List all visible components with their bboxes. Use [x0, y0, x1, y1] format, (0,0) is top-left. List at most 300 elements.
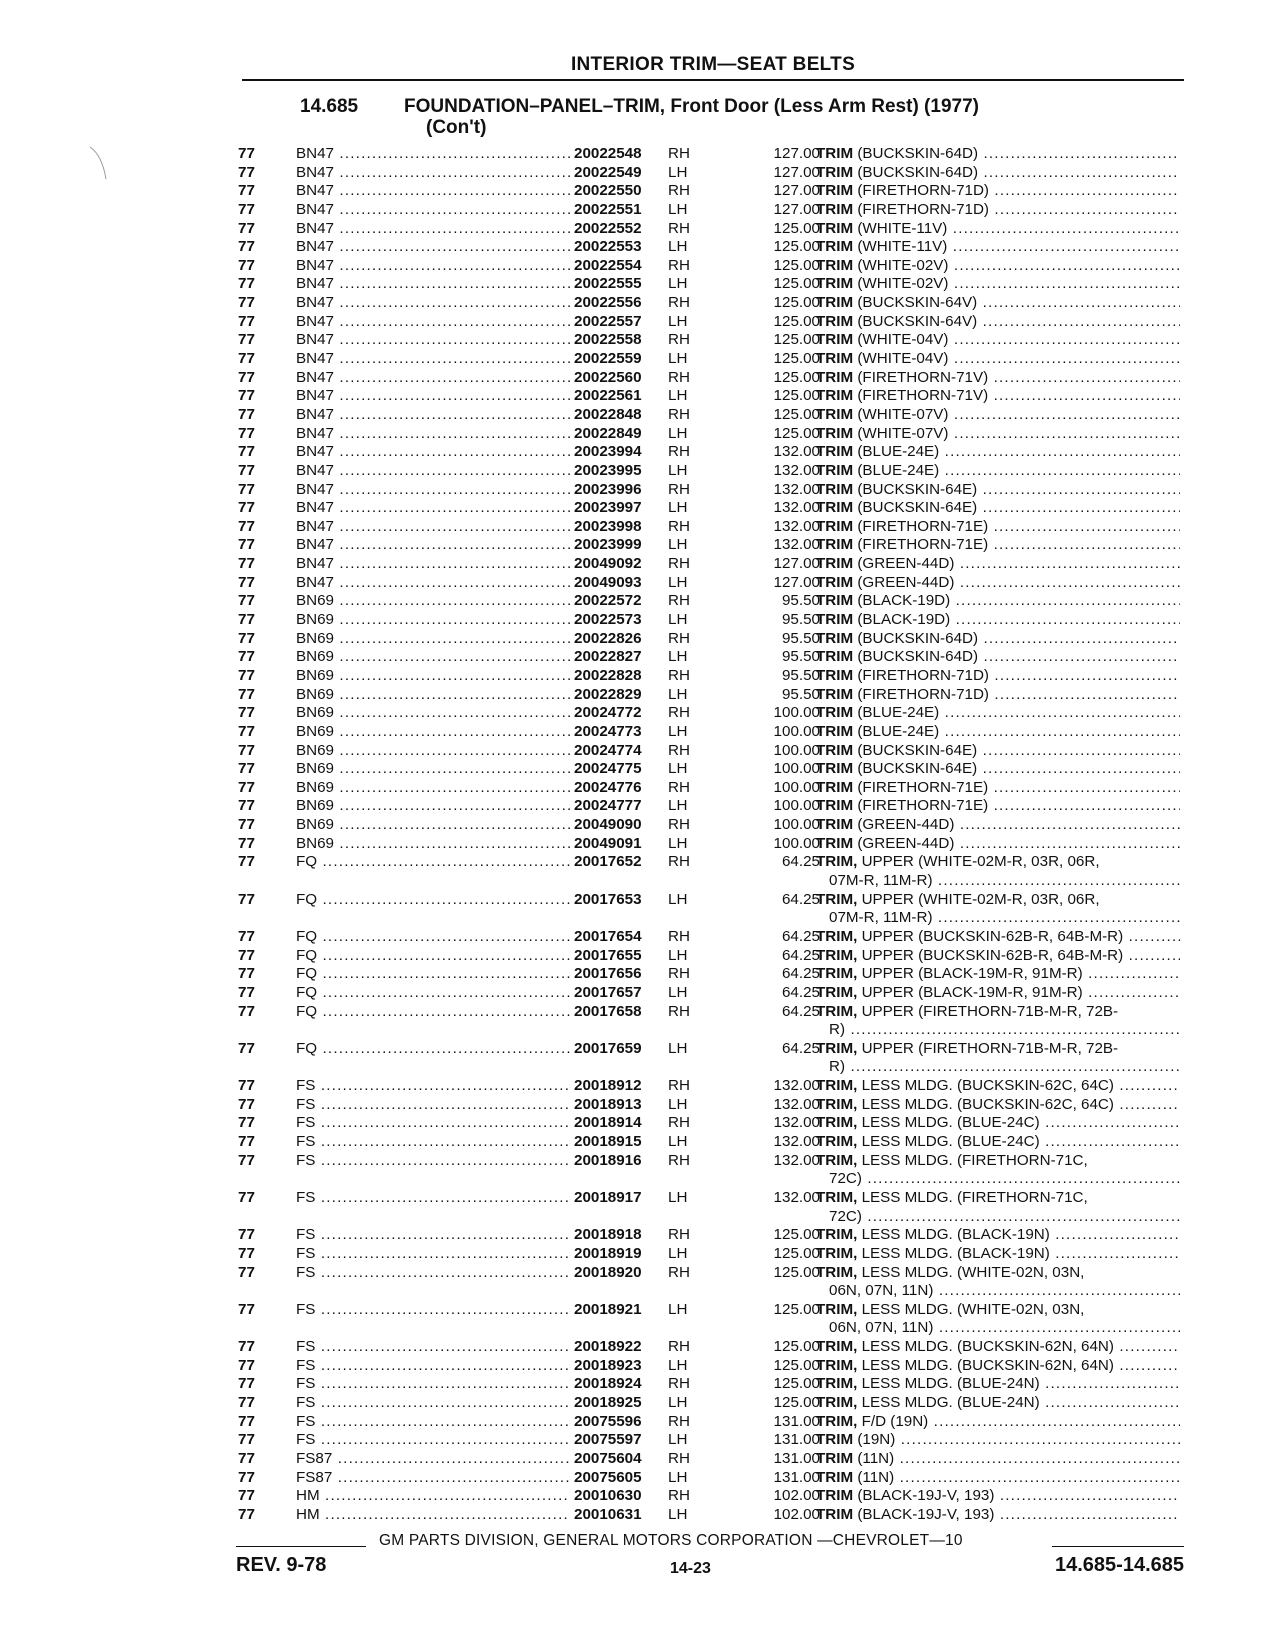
- description: [816, 1469, 1180, 1488]
- side: RH: [668, 1263, 690, 1281]
- body-model: FQ .....: [296, 853, 614, 872]
- description-keyword: TRIM,: [816, 890, 858, 908]
- model-year: 77: [238, 816, 255, 834]
- description-line: [816, 443, 1180, 462]
- description: [816, 257, 1180, 276]
- description-line: [816, 742, 1180, 761]
- body-model: BN69 .....: [296, 686, 614, 705]
- model-year: 77: [238, 1263, 255, 1281]
- description-text: (FIRETHORN-71D): [857, 666, 989, 684]
- description: [816, 891, 1180, 928]
- table-row: [236, 630, 1186, 649]
- side: LH: [668, 983, 688, 1001]
- description-line: [816, 220, 1180, 239]
- description-text: (FIRETHORN-71V): [857, 368, 989, 386]
- description-text: (WHITE-04V): [857, 331, 949, 349]
- description-keyword: TRIM: [816, 368, 854, 386]
- description: [816, 835, 1180, 854]
- model-year: 77: [238, 722, 255, 740]
- side: RH: [668, 741, 690, 759]
- side: RH: [668, 965, 690, 983]
- side: LH: [668, 499, 688, 517]
- body-model: HM .....: [296, 1487, 614, 1506]
- table-row: [236, 686, 1186, 705]
- side: LH: [668, 387, 688, 405]
- description-text: (BLACK-19D): [857, 592, 951, 610]
- description-keyword: TRIM: [816, 573, 854, 591]
- model-year: 77: [238, 573, 255, 591]
- part-number: 20024775: [570, 760, 664, 779]
- table-row: [236, 947, 1186, 966]
- description: [816, 1003, 1180, 1040]
- description-line: [816, 1431, 1180, 1450]
- description-text: (FIRETHORN-71E): [857, 517, 989, 535]
- section-heading: [300, 96, 979, 138]
- description-line: [816, 1413, 1180, 1432]
- description-text: (BLUE-24E): [857, 722, 940, 740]
- table-row: [236, 275, 1186, 294]
- description-line: [816, 425, 1180, 444]
- description-keyword: TRIM: [816, 741, 854, 759]
- table-row: [236, 238, 1186, 257]
- price: 64.25: [781, 890, 820, 908]
- part-number: 20018920: [570, 1264, 664, 1283]
- price: 125.00: [773, 275, 820, 293]
- body-model: BN69 .....: [296, 704, 614, 723]
- part-number: 20024772: [570, 704, 664, 723]
- description: [816, 1450, 1180, 1469]
- description-line: [816, 779, 1180, 798]
- description-keyword: TRIM,: [816, 1244, 858, 1262]
- description-keyword: TRIM: [816, 1431, 854, 1449]
- description: [816, 331, 1180, 350]
- description-text: UPPER (BLACK-19M-R, 91M-R): [861, 965, 1083, 983]
- description-line: [816, 1189, 1180, 1208]
- model-year: 77: [238, 480, 255, 498]
- description-keyword: TRIM: [816, 816, 854, 834]
- description-text: UPPER (BUCKSKIN-62B-R, 64B-M-R): [861, 927, 1124, 945]
- part-number: 20075596: [570, 1413, 664, 1432]
- model-year: 77: [238, 853, 255, 871]
- table-row: [236, 1133, 1186, 1152]
- price: 125.00: [773, 1263, 820, 1281]
- description-text: (BUCKSKIN-64E): [857, 499, 978, 517]
- side: LH: [668, 1431, 688, 1449]
- model-year: 77: [238, 1002, 255, 1020]
- body-model: BN47 .....: [296, 555, 614, 574]
- side: LH: [668, 946, 688, 964]
- description-text: LESS MLDG. (FIRETHORN-71C,: [861, 1188, 1088, 1206]
- description-keyword: TRIM: [816, 200, 854, 218]
- description: [816, 1264, 1180, 1301]
- part-number: 20017654: [570, 928, 664, 947]
- side: LH: [668, 1244, 688, 1262]
- footer-revision: REV. 9-78: [236, 1554, 327, 1576]
- body-model: BN47 .....: [296, 313, 614, 332]
- description: [816, 294, 1180, 313]
- table-row: [236, 648, 1186, 667]
- side: RH: [668, 145, 690, 162]
- description-line: [816, 704, 1180, 723]
- side: LH: [668, 1505, 688, 1523]
- price: 132.00: [773, 517, 820, 535]
- table-row: [236, 574, 1186, 593]
- description-line: [816, 1506, 1180, 1525]
- description-continuation: 06N, 07N, 11N) .....: [816, 1319, 1180, 1338]
- price: 132.00: [773, 1095, 820, 1113]
- description-keyword: TRIM: [816, 424, 854, 442]
- description: [816, 1338, 1180, 1357]
- description-keyword: TRIM,: [816, 927, 858, 945]
- side: RH: [668, 592, 690, 610]
- model-year: 77: [238, 555, 255, 573]
- body-model: BN69 .....: [296, 611, 614, 630]
- description-text: LESS MLDG. (BLACK-19N): [861, 1244, 1050, 1262]
- part-number: 20049092: [570, 555, 664, 574]
- description: [816, 611, 1180, 630]
- description-line: [816, 1469, 1180, 1488]
- part-number: 20018924: [570, 1375, 664, 1394]
- description-keyword: TRIM,: [816, 1095, 858, 1113]
- side: RH: [668, 778, 690, 796]
- price: 102.00: [773, 1487, 820, 1505]
- description-text: (19N): [857, 1431, 896, 1449]
- side: LH: [668, 1133, 688, 1151]
- description-keyword: TRIM: [816, 1449, 854, 1467]
- description-line: [816, 201, 1180, 220]
- price: 100.00: [773, 704, 820, 722]
- model-year: 77: [238, 1338, 255, 1356]
- price: 125.00: [773, 1375, 820, 1393]
- table-row: [236, 536, 1186, 555]
- body-model: BN69 .....: [296, 835, 614, 854]
- body-model: BN47 .....: [296, 443, 614, 462]
- side: RH: [668, 1412, 690, 1430]
- description: [816, 164, 1180, 183]
- description-line: [816, 1133, 1180, 1152]
- description-text: (FIRETHORN-71E): [857, 778, 989, 796]
- description-text: (WHITE-04V): [857, 350, 949, 368]
- side: LH: [668, 200, 688, 218]
- model-year: 77: [238, 983, 255, 1001]
- price: 125.00: [773, 368, 820, 386]
- model-year: 77: [238, 424, 255, 442]
- body-model: FQ .....: [296, 1003, 614, 1022]
- description-text: LESS MLDG. (BUCKSKIN-62N, 64N): [861, 1338, 1114, 1356]
- price: 127.00: [773, 163, 820, 181]
- description-keyword: TRIM,: [816, 1226, 858, 1244]
- model-year: 77: [238, 704, 255, 722]
- description-line: [816, 164, 1180, 183]
- description: [816, 425, 1180, 444]
- body-model: BN47 .....: [296, 574, 614, 593]
- body-model: BN47 .....: [296, 294, 614, 313]
- description-text: (WHITE-02V): [857, 256, 949, 274]
- part-number: 20017659: [570, 1040, 664, 1059]
- side: RH: [668, 927, 690, 945]
- part-number: 20022572: [570, 592, 664, 611]
- part-number: 20022573: [570, 611, 664, 630]
- model-year: 77: [238, 387, 255, 405]
- part-number: 20018922: [570, 1338, 664, 1357]
- description: [816, 536, 1180, 555]
- part-number: 20075604: [570, 1450, 664, 1469]
- model-year: 77: [238, 685, 255, 703]
- description-text: LESS MLDG. (BLUE-24N): [861, 1375, 1040, 1393]
- page-header: INTERIOR TRIM—SEAT BELTS: [570, 54, 856, 75]
- part-number: 20022549: [570, 164, 664, 183]
- price: 95.50: [781, 666, 820, 684]
- part-number: 20075597: [570, 1431, 664, 1450]
- description-line: [816, 1487, 1180, 1506]
- side: LH: [668, 1188, 688, 1206]
- description-line: [816, 760, 1180, 779]
- side: RH: [668, 816, 690, 834]
- description-text: (BUCKSKIN-64V): [857, 312, 978, 330]
- description: [816, 1226, 1180, 1245]
- description-keyword: TRIM: [816, 797, 854, 815]
- part-number: 20022559: [570, 350, 664, 369]
- description: [816, 667, 1180, 686]
- body-model: FQ .....: [296, 947, 614, 966]
- part-number: 20022554: [570, 257, 664, 276]
- description-keyword: TRIM,: [816, 1394, 858, 1412]
- description-line: [816, 611, 1180, 630]
- table-row: [236, 1375, 1186, 1394]
- price: 125.00: [773, 312, 820, 330]
- model-year: 77: [238, 1188, 255, 1206]
- description: [816, 238, 1180, 257]
- description-line: [816, 294, 1180, 313]
- part-number: 20075605: [570, 1469, 664, 1488]
- body-model: FS .....: [296, 1152, 614, 1171]
- part-number: 20022561: [570, 387, 664, 406]
- side: RH: [668, 1114, 690, 1132]
- description: [816, 592, 1180, 611]
- description-text: (FIRETHORN-71E): [857, 536, 989, 554]
- body-model: BN47 .....: [296, 275, 614, 294]
- description-keyword: TRIM: [816, 834, 854, 852]
- description-line: [816, 1357, 1180, 1376]
- description-keyword: TRIM: [816, 1505, 854, 1523]
- body-model: BN47 .....: [296, 369, 614, 388]
- description: [816, 387, 1180, 406]
- part-number: 20022555: [570, 275, 664, 294]
- part-number: 20017656: [570, 965, 664, 984]
- part-number: 20017658: [570, 1003, 664, 1022]
- model-year: 77: [238, 350, 255, 368]
- description-continuation: R) .....: [816, 1058, 1180, 1077]
- description-keyword: TRIM: [816, 387, 854, 405]
- body-model: BN69 .....: [296, 779, 614, 798]
- part-number: 20022829: [570, 686, 664, 705]
- description-line: [816, 723, 1180, 742]
- description-line: [816, 1003, 1180, 1022]
- description: [816, 518, 1180, 537]
- description-keyword: TRIM: [816, 331, 854, 349]
- price: 132.00: [773, 1151, 820, 1169]
- body-model: BN69 .....: [296, 742, 614, 761]
- price: 100.00: [773, 722, 820, 740]
- description-keyword: TRIM: [816, 461, 854, 479]
- table-row: [236, 1040, 1186, 1077]
- part-number: 20023998: [570, 518, 664, 537]
- model-year: 77: [238, 1394, 255, 1412]
- price: 95.50: [781, 611, 820, 629]
- part-number: 20049093: [570, 574, 664, 593]
- part-number: 20023994: [570, 443, 664, 462]
- description: [816, 1375, 1180, 1394]
- table-row: [236, 1487, 1186, 1506]
- description-keyword: TRIM: [816, 778, 854, 796]
- table-row: [236, 1506, 1186, 1525]
- table-row: [236, 1152, 1186, 1189]
- description-line: [816, 947, 1180, 966]
- description-text: (BLACK-19J-V, 193): [857, 1487, 995, 1505]
- model-year: 77: [238, 611, 255, 629]
- description-text: (BUCKSKIN-64D): [857, 648, 979, 666]
- footer-page-number: 14-23: [670, 1560, 711, 1577]
- description-keyword: TRIM: [816, 145, 854, 162]
- table-row: [236, 667, 1186, 686]
- table-row: [236, 462, 1186, 481]
- price: 132.00: [773, 1114, 820, 1132]
- table-row: [236, 220, 1186, 239]
- model-year: 77: [238, 163, 255, 181]
- price: 125.00: [773, 1394, 820, 1412]
- description-text: (BUCKSKIN-64D): [857, 629, 979, 647]
- table-row: [236, 835, 1186, 854]
- side: RH: [668, 219, 690, 237]
- description-continuation: 72C) .....: [816, 1208, 1180, 1227]
- body-model: FQ .....: [296, 984, 614, 1003]
- description-line: [816, 835, 1180, 854]
- description-text: (GREEN-44D): [857, 834, 955, 852]
- model-year: 77: [238, 1412, 255, 1430]
- description-line: [816, 1077, 1180, 1096]
- description-keyword: TRIM,: [816, 1412, 858, 1430]
- description-keyword: TRIM: [816, 760, 854, 778]
- footer-rule-right: [1052, 1546, 1184, 1547]
- part-number: 20018913: [570, 1096, 664, 1115]
- description: [816, 275, 1180, 294]
- body-model: BN69 .....: [296, 667, 614, 686]
- part-number: 20022557: [570, 313, 664, 332]
- table-row: [236, 853, 1186, 890]
- margin-scan-mark: [88, 145, 112, 185]
- side: RH: [668, 1338, 690, 1356]
- description: [816, 1487, 1180, 1506]
- price: 127.00: [773, 145, 820, 162]
- description-keyword: TRIM: [816, 480, 854, 498]
- price: 125.00: [773, 219, 820, 237]
- side: RH: [668, 443, 690, 461]
- description-text: LESS MLDG. (BLUE-24C): [861, 1114, 1040, 1132]
- model-year: 77: [238, 1133, 255, 1151]
- description-keyword: TRIM: [816, 648, 854, 666]
- body-model: BN47 .....: [296, 257, 614, 276]
- table-row: [236, 369, 1186, 388]
- side: RH: [668, 853, 690, 871]
- description-line: [816, 1450, 1180, 1469]
- body-model: FS .....: [296, 1245, 614, 1264]
- description-text: UPPER (FIRETHORN-71B-M-R, 72B-: [861, 1039, 1119, 1057]
- description: [816, 145, 1180, 164]
- description-line: [816, 1114, 1180, 1133]
- description-keyword: TRIM: [816, 536, 854, 554]
- description: [816, 947, 1180, 966]
- description-text: (FIRETHORN-71D): [857, 200, 989, 218]
- model-year: 77: [238, 666, 255, 684]
- description-keyword: TRIM,: [816, 1002, 858, 1020]
- table-row: [236, 1245, 1186, 1264]
- description-text: UPPER (BUCKSKIN-62B-R, 64B-M-R): [861, 946, 1124, 964]
- description-continuation: 07M-R, 11M-R) .....: [816, 872, 1180, 891]
- description-text: (WHITE-07V): [857, 424, 949, 442]
- description-line: [816, 1152, 1180, 1171]
- description-text: (GREEN-44D): [857, 573, 955, 591]
- description: [816, 965, 1180, 984]
- table-row: [236, 1431, 1186, 1450]
- price: 125.00: [773, 331, 820, 349]
- description-line: [816, 965, 1180, 984]
- description-keyword: TRIM: [816, 219, 854, 237]
- price: 132.00: [773, 1077, 820, 1095]
- side: RH: [668, 480, 690, 498]
- description-keyword: TRIM,: [816, 1338, 858, 1356]
- side: LH: [668, 722, 688, 740]
- description-text: (BUCKSKIN-64E): [857, 480, 978, 498]
- side: LH: [668, 536, 688, 554]
- price: 125.00: [773, 1356, 820, 1374]
- price: 64.25: [781, 853, 820, 871]
- description-keyword: TRIM: [816, 443, 854, 461]
- description-text: LESS MLDG. (BLUE-24N): [861, 1394, 1040, 1412]
- model-year: 77: [238, 1114, 255, 1132]
- table-row: [236, 1114, 1186, 1133]
- description-text: LESS MLDG. (BLUE-24C): [861, 1133, 1040, 1151]
- description: [816, 853, 1180, 890]
- model-year: 77: [238, 1039, 255, 1057]
- price: 64.25: [781, 1002, 820, 1020]
- part-number: 20018912: [570, 1077, 664, 1096]
- body-model: BN47 .....: [296, 164, 614, 183]
- side: LH: [668, 760, 688, 778]
- description-keyword: TRIM,: [816, 1263, 858, 1281]
- side: LH: [668, 797, 688, 815]
- section-continued: (Con't): [426, 117, 487, 138]
- model-year: 77: [238, 200, 255, 218]
- description-keyword: TRIM: [816, 611, 854, 629]
- description: [816, 1413, 1180, 1432]
- price: 127.00: [773, 200, 820, 218]
- part-number: 20022548: [570, 145, 664, 164]
- description-text: (WHITE-02V): [857, 275, 949, 293]
- model-year: 77: [238, 219, 255, 237]
- description-line: [816, 331, 1180, 350]
- description-keyword: TRIM,: [816, 1114, 858, 1132]
- description-text: (WHITE-11V): [857, 219, 948, 237]
- description: [816, 779, 1180, 798]
- part-number: 20022560: [570, 369, 664, 388]
- description: [816, 723, 1180, 742]
- description: [816, 686, 1180, 705]
- description: [816, 984, 1180, 1003]
- price: 132.00: [773, 1133, 820, 1151]
- body-model: FS .....: [296, 1264, 614, 1283]
- price: 132.00: [773, 461, 820, 479]
- part-number: 20049091: [570, 835, 664, 854]
